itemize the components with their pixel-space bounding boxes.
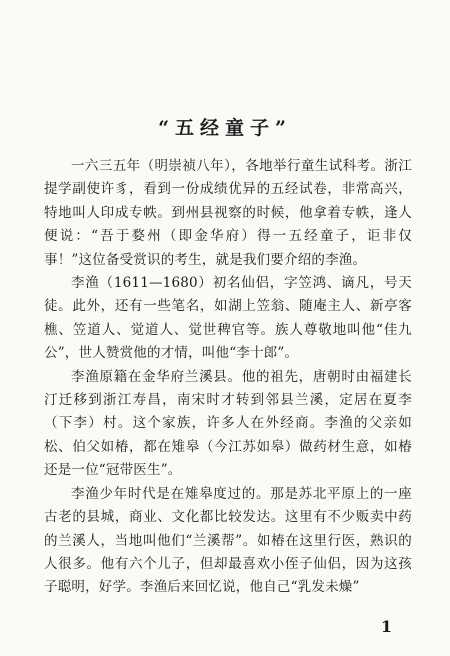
paragraph: 李渔（1611—1680）初名仙侣，字笠鸿、谪凡，号天徒。此外，还有一些笔名，如湖上笠翁、随庵主人、新亭客樵、笠道人、觉道人、觉世稗官等。族人尊敬地叫他“佳九公”，世人赞赏他的才情，叫他“李十郎”。: [44, 275, 412, 362]
paragraph: 李渔少年时代是在雉皋度过的。那是苏北平原上的一座古老的县城，商业、文化都比较发达。这里有不少贩卖中药的兰溪人，当地叫他们“兰溪帮”。如椿在这里行医，熟识的人很多。他有六个儿子，但却最喜欢小侄子仙侣，因为这孩子聪明，好学。李渔后来回忆说，他自己“乳发未燥”: [44, 485, 412, 596]
body-text: [44, 155, 412, 600]
paragraph: 一六三五年（明崇祯八年），各地举行童生试科考。浙江提学副使许豸，看到一份成绩优异的五经试卷，非常高兴，特地叫人印成专帙。到州县视察的时候，他拿着专帙，逢人便说：“吾于婺州（即金华府）得一五经童子，讵非仅事！”这位备受赏识的考生，就是我们要介绍的李渔。: [44, 158, 412, 268]
paragraph: 李渔原籍在金华府兰溪县。他的祖先，唐朝时由福建长汀迁移到浙江寿昌，南宋时才转到邻县兰溪，定居在夏李（下李）村。这个家族，许多人在外经商。李渔的父亲如松、伯父如椿，都在雉皋（今江苏如皋）做药材生意，如椿还是一位“冠带医生”。: [44, 368, 412, 479]
chapter-title: “五经童子”: [158, 117, 292, 139]
page-number: 1: [380, 617, 392, 636]
